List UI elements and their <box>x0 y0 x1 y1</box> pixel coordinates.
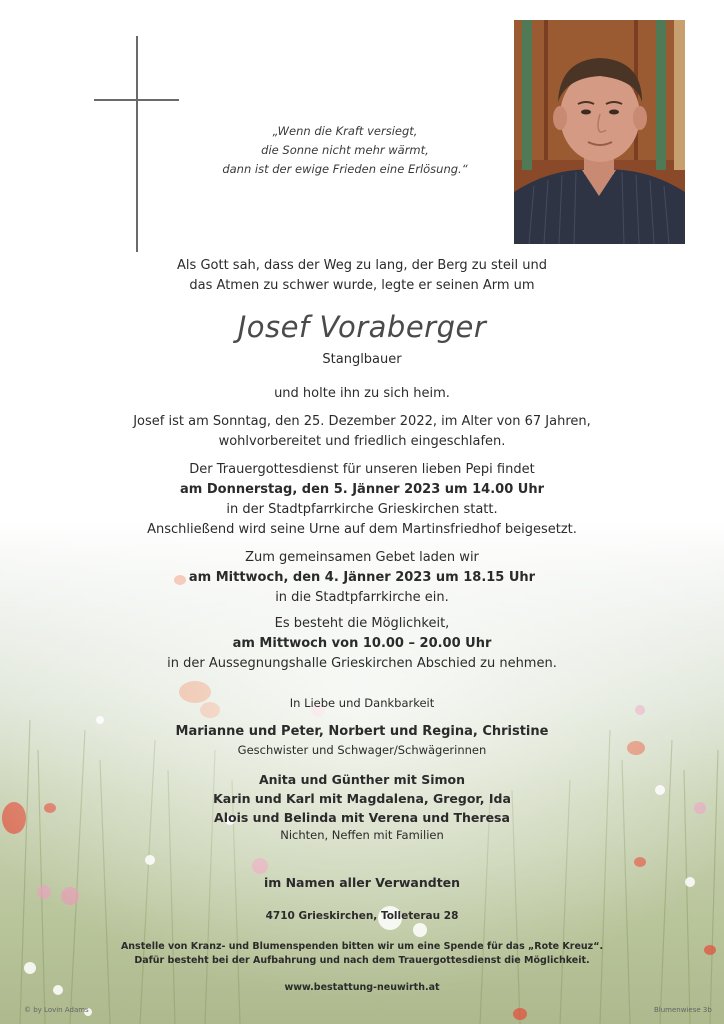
mourners-intro: In Liebe und Dankbarkeit <box>289 696 435 710</box>
deceased-name: Josef Voraberger <box>237 310 487 344</box>
farewell-line: Es besteht die Möglichkeit, <box>274 616 450 631</box>
farewell-line: in der Aussegnungshalle Grieskirchen Abschied zu nehmen. <box>167 656 557 671</box>
donation-line: Dafür besteht bei der Aufbahrung und nach dem Trauergottesdienst die Möglichkeit. <box>134 955 590 966</box>
portrait-photo <box>514 20 685 244</box>
nieces-line: Anita und Günther mit Simon <box>258 772 466 787</box>
cross-icon <box>136 36 138 252</box>
funeral-line: Der Trauergottesdienst für unseren lieben Pepi findet <box>189 462 535 477</box>
funeral-line: in der Stadtpfarrkirche Grieskirchen statt. <box>226 502 498 517</box>
photo-credit: © by Lovin Adams <box>24 1006 89 1014</box>
farewell-info <box>0 614 724 674</box>
intro-text <box>0 256 724 296</box>
address: 4710 Grieskirchen, Tolleterau 28 <box>265 910 459 922</box>
donation-line: Anstelle von Kranz- und Blumenspenden bitten wir um eine Spende für das „Rote Kreuz“. <box>120 941 604 952</box>
death-notice-line: wohlvorbereitet und friedlich eingeschlafen. <box>218 434 506 449</box>
prayer-date: am Mittwoch, den 4. Jänner 2023 um 18.15 Uhr <box>188 570 536 585</box>
background-credit: Blumenwiese 3b <box>654 1006 712 1014</box>
cross-icon-bar <box>94 99 179 101</box>
quote-line: dann ist der ewige Frieden eine Erlösung.“ <box>222 162 468 176</box>
nieces-line: Karin und Karl mit Magdalena, Gregor, Ida <box>213 791 511 806</box>
intro-line: Als Gott sah, dass der Weg zu lang, der Berg zu steil und <box>177 258 547 273</box>
prayer-info <box>0 548 724 608</box>
death-notice <box>0 412 724 452</box>
funeral-info <box>0 460 724 540</box>
relatives-text: im Namen aller Verwandten <box>263 875 461 890</box>
nieces-relation: Nichten, Neffen mit Familien <box>280 828 444 842</box>
deceased-nickname: Stanglbauer <box>322 352 402 367</box>
funeral-line: Anschließend wird seine Urne auf dem Martinsfriedhof beigesetzt. <box>147 522 577 537</box>
nieces-line: Alois und Belinda mit Verena und Theresa <box>214 810 510 825</box>
prayer-line: Zum gemeinsamen Gebet laden wir <box>245 550 479 565</box>
quote-line: die Sonne nicht mehr wärmt, <box>261 143 429 157</box>
funeral-date: am Donnerstag, den 5. Jänner 2023 um 14.00 Uhr <box>180 482 544 497</box>
intro-line: das Atmen zu schwer wurde, legte er seinen Arm um <box>189 278 535 293</box>
prayer-line: in die Stadtpfarrkirche ein. <box>275 590 449 605</box>
website-link[interactable]: www.bestattung-neuwirth.at <box>284 982 440 993</box>
quote-line: „Wenn die Kraft versiegt, <box>272 124 418 138</box>
siblings-relation: Geschwister und Schwager/Schwägerinnen <box>237 743 487 757</box>
poem-quote <box>195 122 495 179</box>
donation-note <box>0 940 724 968</box>
siblings-names: Marianne und Peter, Norbert und Regina, Christine <box>175 724 549 739</box>
after-name-text: und holte ihn zu sich heim. <box>274 386 450 401</box>
farewell-date: am Mittwoch von 10.00 – 20.00 Uhr <box>232 636 492 651</box>
death-notice-line: Josef ist am Sonntag, den 25. Dezember 2022, im Alter von 67 Jahren, <box>133 414 591 429</box>
nieces-names <box>0 770 724 827</box>
